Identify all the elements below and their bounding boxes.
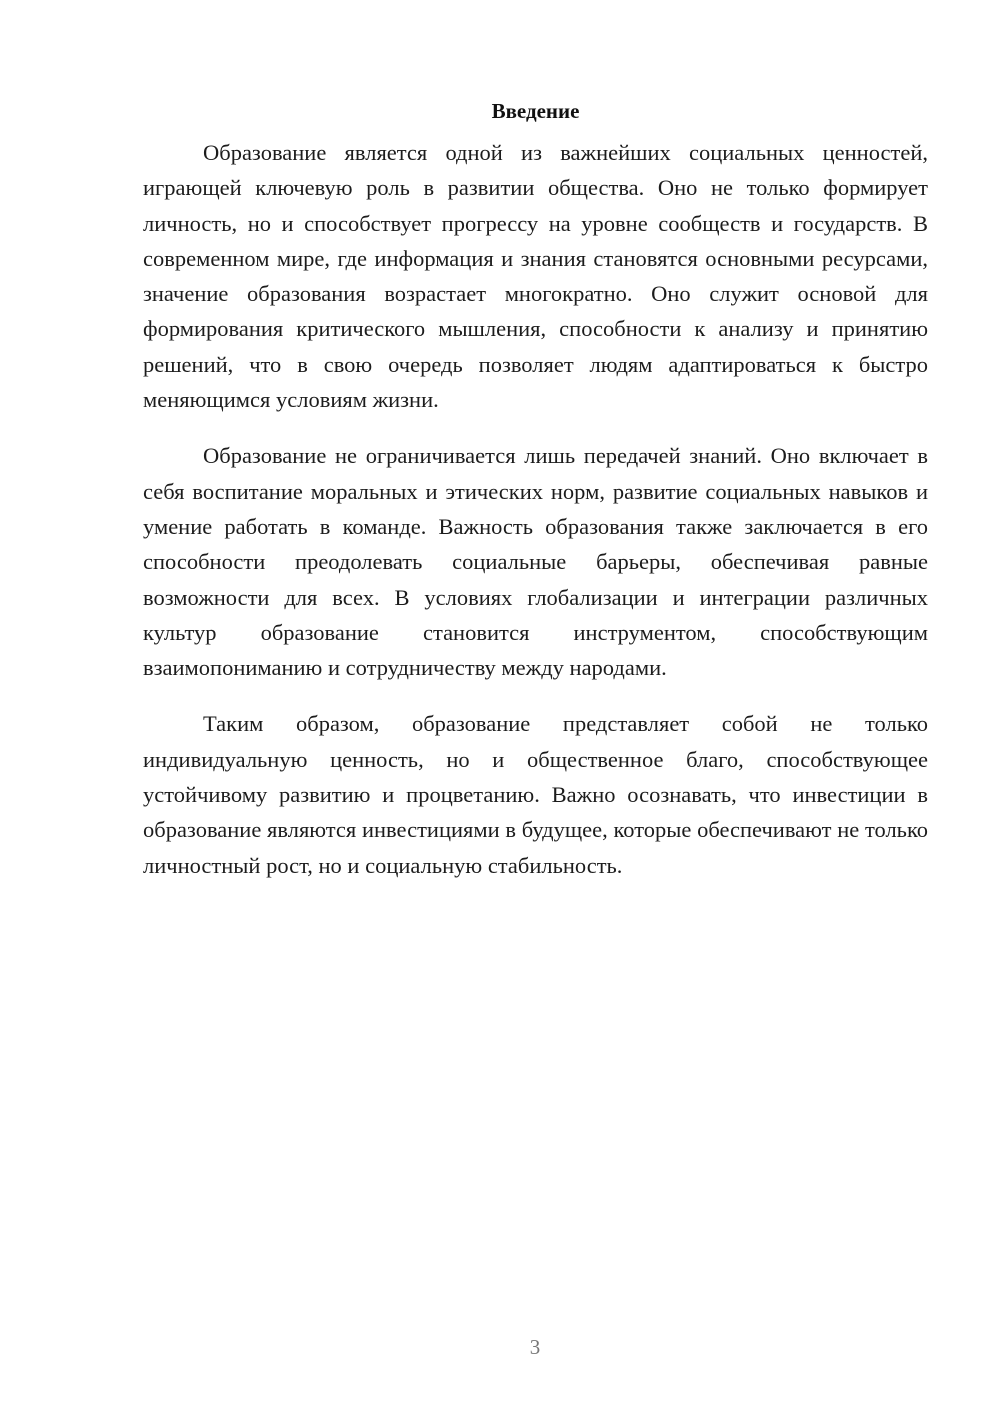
section-heading: Введение [491,99,580,123]
paragraph-1: Образование является одной из важнейших социальных ценностей, играющей ключевую роль в развитии общества. Оно не только формирует личность, но и способствует прогрессу на уровне сообществ и государств. В современном мире, где информация и знания становятся основными ресурсами, значение образования возрастает многократно. Оно служит основой для формирования критического мышления, способности к анализу и принятию решений, что в свою очередь позволяет людям адаптироваться к быстро меняющимся условиям жизни. [143,140,928,413]
page-number: 3 [529,1335,541,1359]
page-content [143,96,928,904]
paragraph-3: Таким образом, образование представляет собой не только индивидуальную ценность, но и общественное благо, способствующее устойчивому развитию и процветанию. Важно осознавать, что инвестиции в образование являются инвестициями в будущее, которые обеспечивают не только личностный рост, но и социальную стабильность. [143,711,928,878]
paragraph-2: Образование не ограничивается лишь передачей знаний. Оно включает в себя воспитание моральных и этических норм, развитие социальных навыков и умение работать в команде. Важность образования также заключается в его способности преодолевать социальные барьеры, обеспечивая равные возможности для всех. В условиях глобализации и интеграции различных культур образование становится инструментом, способствующим взаимопониманию и сотрудничеству между народами. [143,443,928,681]
